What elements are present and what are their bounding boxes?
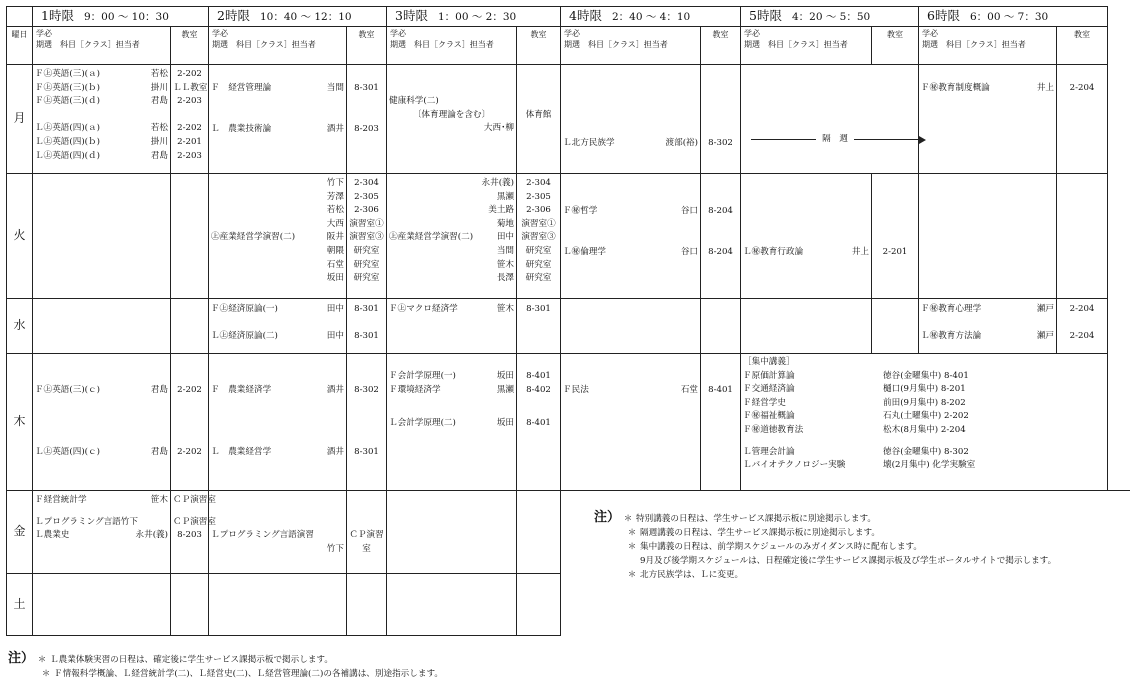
thu-p2-rooms: 8-302 8-301 (347, 354, 387, 491)
period-2-header: 2時限 10：40 ～ 12：10 (209, 7, 387, 27)
course-entry: Ｆ㊙哲学 谷口 (563, 206, 699, 216)
tue-p4-courses (561, 174, 701, 299)
course-header: 学必 期選 科目［クラス］担当者 (209, 27, 347, 65)
day-tuesday: 火 (7, 174, 33, 299)
intensive-item: Ｆ交通経済論 樋口(9月集中) 8-201 (743, 384, 966, 395)
wed-p6-rooms: 2-204 2-204 (1057, 299, 1108, 354)
course-entry: Ｌプログラミング言語竹下 (35, 516, 138, 527)
course-header: 学必 期選 科目［クラス］担当者 (919, 27, 1057, 65)
course-entry: Ｆ 農業経済学 酒井 (211, 385, 344, 395)
course-entry: Ｆ会計学原理(一) 坂田 (389, 371, 515, 381)
mon-p6-rooms: 2-204 (1057, 65, 1108, 174)
day-thursday: 木 (7, 354, 33, 491)
notes-right: 注） ＊ 特別講義の日程は、学生サービス課掲示板に別途掲示します。 ＊ 隔週講義の日程は、学生サービス課掲示板に別途掲示します。 ＊ 集中講義の日程は、前学期スケジュールのみガイダンス時に配布します。 9月及び後学期スケジュールは、日程確定後に学生サービス課掲示板及び学生ポータルサイトで掲示します。 ＊ 北方民族学は、Ｌに変更。 (594, 510, 1057, 580)
course-header: 学必 期選 科目［クラス］担当者 (561, 27, 701, 65)
fri-p2-rooms: ＣＰ演習 室 (347, 491, 387, 574)
asterisk-icon: ＊ (627, 528, 637, 538)
wed-p6-courses (919, 299, 1057, 354)
course-entry: Ｆ 経営管理論 当間 (211, 83, 344, 93)
course-entry: Ｆ㊤マクロ経済学 笹木 (389, 304, 515, 314)
intensive-title: ［集中講義］ (743, 357, 795, 367)
day-saturday: 土 (7, 574, 33, 636)
period-4-header: 4時限 2：40 ～ 4：10 (561, 7, 741, 27)
course-entry: Ｆ㊤英語(三)(ｃ) 君島 (35, 385, 168, 395)
course-entry: Ｆ㊙教育制度概論 井上 (921, 83, 1055, 93)
course-entry: Ｌ㊙倫理学 谷口 (563, 246, 699, 257)
day-friday: 金 (7, 491, 33, 574)
asterisk-icon: ＊ (627, 570, 637, 580)
tuesday-row (7, 174, 1131, 299)
wed-p2-rooms: 8-301 8-301 (347, 299, 387, 354)
mon-p3-rooms: 体育館 (517, 65, 561, 174)
thu-intensive-courses (741, 354, 1108, 491)
thu-p2-courses (209, 354, 347, 491)
thu-p3-courses (387, 354, 517, 491)
period-5-header: 5時限 4：20 ～ 5：50 (741, 7, 919, 27)
fri-p2-courses: Ｌプログラミング言語演習 竹下 (209, 491, 347, 574)
course-entry: Ｆ㊙教育心理学 瀬戸 (921, 304, 1055, 314)
mon-p2-courses (209, 65, 347, 174)
asterisk-icon: ＊ (623, 514, 633, 524)
course-entry: Ｆ民法 石堂 (563, 385, 699, 395)
course-entry: Ｌ 農業経営学 酒井 (211, 446, 344, 457)
intensive-item: Ｆ㊙福祉概論 石丸(土曜集中) 2-202 (743, 411, 969, 422)
tue-p3-courses: 永井(義) 黒瀬 美土路 菊地 ㊤産業経営学演習(二) 田中 当間 笹木 長澤 (387, 174, 517, 299)
course-entry: Ｌ㊤英語(四)(ｃ) 君島 (35, 446, 168, 457)
course-header: 学必 期選 科目［クラス］担当者 (387, 27, 517, 65)
thu-p1-courses (33, 354, 171, 491)
course-entry: Ｌ 農業技術論 酒井 (211, 123, 344, 134)
asterisk-icon: ＊ (37, 655, 47, 665)
course-entry: ㊤産業経営学演習(二) 阪井 (211, 232, 344, 243)
subheader-row (7, 27, 1131, 65)
mon-p1-courses (33, 65, 171, 174)
intensive-item: Ｆ㊙道徳教育法 松木(8月集中) 2-204 (743, 424, 966, 435)
course-entry: ㊤産業経営学演習(二) 田中 (389, 232, 515, 243)
intensive-item: Ｌ管理会計論 徳谷(金曜集中) 8-302 (743, 446, 969, 457)
course-entry: Ｌ㊤英語(四)(ｂ) 掛川 (35, 136, 168, 147)
biweekly-indicator: 隔 週 (751, 65, 926, 147)
intensive-item: Ｆ原価計算論 徳谷(金曜集中) 8-401 (743, 370, 969, 381)
mon-p5-cell (741, 65, 919, 174)
period-header-row (7, 7, 1131, 27)
course-entry: Ｌ㊤英語(四)(ａ) 若松 (35, 123, 168, 134)
room-header: 教室 (701, 27, 741, 65)
course-entry: Ｆ㊤英語(三)(ａ) 若松 (35, 69, 168, 79)
asterisk-icon: ＊ (41, 669, 51, 679)
mon-p6-courses (919, 65, 1057, 174)
course-entry: Ｌ会計学原理(二) 坂田 (389, 418, 515, 429)
wed-p2-courses (209, 299, 347, 354)
mon-p3-courses: 健康科学(二) 〔体育理論を含む〕 大西･柳 (387, 65, 517, 174)
wed-p3-rooms: 8-301 (517, 299, 561, 354)
course-header: 学必 期選 科目［クラス］担当者 (741, 27, 872, 65)
day-column-header: 曜日 (7, 27, 33, 65)
course-entry: Ｆ経営統計学 笹木 (35, 495, 168, 505)
course-header: 学必 期選 科目［クラス］担当者 (33, 27, 171, 65)
period-3-header: 3時限 1：00 ～ 2：30 (387, 7, 561, 27)
fri-p1-courses (33, 491, 171, 574)
room-header: 教室 (872, 27, 919, 65)
course-entry: Ｌ北方民族学 渡部(裕) (563, 138, 699, 148)
period-1-header: 1時限 9：00 ～ 10：30 (33, 7, 209, 27)
room-header: 教室 (1057, 27, 1108, 65)
mon-p4-courses (561, 65, 701, 174)
thu-p3-rooms: 8-401 8-402 8-401 (517, 354, 561, 491)
tue-p4-rooms: 8-204 8-204 (701, 174, 741, 299)
wed-p3-courses (387, 299, 517, 354)
period-6-header: 6時限 6：00 ～ 7：30 (919, 7, 1108, 27)
intensive-item: Ｌバイオテクノロジー実験 壊(2月集中) 化学実験室 (743, 460, 976, 471)
room-header: 教室 (517, 27, 561, 65)
corner-cell (7, 7, 33, 27)
tue-p5-rooms: 2-201 (872, 174, 919, 299)
mon-p1-rooms: 2-202 ＬＬ教室 2-203 2-202 2-201 2-203 (171, 65, 209, 174)
fri-p1-rooms: ＣＰ演習室 ＣＰ演習室 8-203 (171, 491, 209, 574)
room-header: 教室 (171, 27, 209, 65)
asterisk-icon: ＊ (627, 542, 637, 552)
thu-p4-courses (561, 354, 701, 491)
tue-p5-courses (741, 174, 872, 299)
intensive-item: Ｆ経営学史 前田(9月集中) 8-202 (743, 397, 966, 408)
course-entry: Ｆ㊤経済原論(一) 田中 (211, 304, 344, 314)
thu-p4-rooms: 8-401 (701, 354, 741, 491)
course-entry: Ｌ㊤経済原論(二) 田中 (211, 331, 344, 342)
course-entry: Ｌ㊙教育行政論 井上 (743, 247, 870, 257)
mon-p2-rooms: 8-301 8-203 (347, 65, 387, 174)
course-entry: Ｌ農業史 永井(義) (35, 530, 168, 541)
monday-row (7, 65, 1131, 174)
course-entry: Ｌ㊙教育方法論 瀬戸 (921, 331, 1055, 342)
tue-p2-courses: 竹下 芳澤 若松 大西 ㊤産業経営学演習(二) 阪井 朝隈 石堂 坂田 (209, 174, 347, 299)
day-monday: 月 (7, 65, 33, 174)
course-entry: Ｆ環境経済学 黒瀬 (389, 384, 515, 395)
mon-p4-rooms: 8-302 (701, 65, 741, 174)
course-entry: Ｌ㊤英語(四)(ｄ) 君島 (35, 150, 168, 161)
tue-p2-rooms: 2-304 2-305 2-306 演習室① 演習室③ 研究室 研究室 研究室 (347, 174, 387, 299)
notes-bottom: 注） ＊ Ｌ農業体験実習の日程は、確定後に学生サービス課掲示板で掲示します。 ＊ Ｆ情報科学概論、Ｌ経営統計学(二)、Ｌ経営史(二)、Ｌ経営管理論(二)の各補講は、別途指示します。 (8, 651, 443, 679)
course-entry: Ｌプログラミング言語演習 (211, 530, 314, 540)
thu-p1-rooms: 2-202 2-202 (171, 354, 209, 491)
wednesday-row (7, 299, 1131, 354)
arrow-right-icon (919, 136, 926, 144)
course-entry: Ｆ㊤英語(三)(ｄ) 君島 (35, 96, 168, 107)
day-wednesday: 水 (7, 299, 33, 354)
room-header: 教室 (347, 27, 387, 65)
thursday-row (7, 354, 1131, 491)
course-entry: Ｆ㊤英語(三)(ｂ) 掛川 (35, 82, 168, 93)
tue-p3-rooms: 2-304 2-305 2-306 演習室① 演習室③ 研究室 研究室 研究室 (517, 174, 561, 299)
